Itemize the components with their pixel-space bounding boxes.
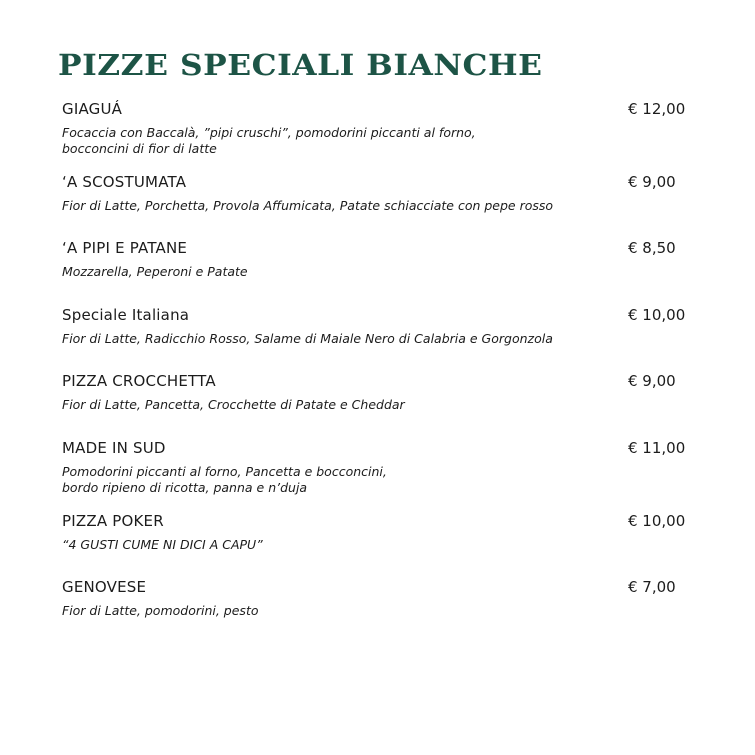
item-description: Fior di Latte, pomodorini, pesto: [62, 603, 259, 618]
item-price: € 8,50: [628, 239, 676, 257]
item-description: Fior di Latte, Porchetta, Provola Affumicata, Patate schiacciate con pepe rosso: [62, 198, 554, 213]
item-price: € 12,00: [628, 100, 686, 118]
item-name: PIZZA CROCCHETTA: [62, 372, 216, 390]
item-description: Pomodorini piccanti al forno, Pancetta e bocconcini, bordo ripieno di ricotta, panna e n’duja: [62, 464, 387, 495]
item-price: € 11,00: [628, 439, 686, 457]
menu-title: PIZZE SPECIALI BIANCHE: [58, 48, 543, 82]
item-price: € 10,00: [628, 512, 686, 530]
item-name: GIAGUÁ: [62, 100, 123, 118]
item-description: “4 GUSTI CUME NI DICI A CAPU”: [62, 537, 263, 552]
item-description: Fior di Latte, Pancetta, Crocchette di Patate e Cheddar: [62, 397, 405, 412]
item-name: Speciale Italiana: [62, 306, 190, 324]
item-description: Fior di Latte, Radicchio Rosso, Salame di Maiale Nero di Calabria e Gorgonzola: [62, 331, 553, 346]
item-price: € 10,00: [628, 306, 686, 324]
item-price: € 9,00: [628, 173, 676, 191]
item-name: ‘A PIPI E PATANE: [62, 239, 188, 257]
item-description: Mozzarella, Peperoni e Patate: [62, 264, 248, 279]
item-name: MADE IN SUD: [62, 439, 166, 457]
item-price: € 9,00: [628, 372, 676, 390]
item-name: PIZZA POKER: [62, 512, 164, 530]
item-name: GENOVESE: [62, 578, 147, 596]
item-name: ‘A SCOSTUMATA: [62, 173, 187, 191]
item-price: € 7,00: [628, 578, 676, 596]
item-description: Focaccia con Baccalà, ”pipi cruschi”, pomodorini piccanti al forno, bocconcini di fior di latte: [62, 125, 476, 156]
